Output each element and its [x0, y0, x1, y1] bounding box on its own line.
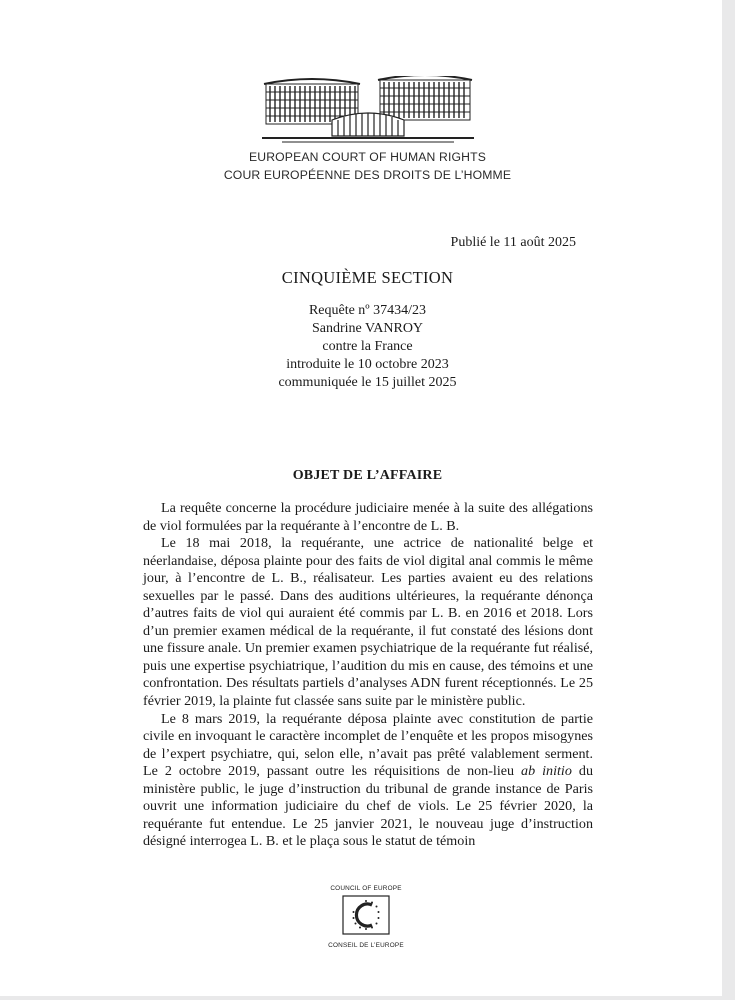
respondent-state: contre la France: [322, 339, 413, 354]
application-number: Requête nº 37434/23: [308, 303, 427, 318]
applicant-name: Sandrine VANROY: [311, 321, 424, 336]
paragraph-3-italic: ab initio: [521, 763, 572, 780]
paragraph-2: Le 18 mai 2018, la requérante, une actrice de nationalité belge et néerlandaise, déposa plainte pour des faits de viol digital anal commis le même jour, à l’encontre de L. B., réalisateur. Les parties avaient eu des relations sexuelles par le passé. Dans des auditions ultérieures, la requérante dénonça d’autres faits de viol qui auraient été commis par L. B. en 2016 et 2018. Lors d’un premier examen médical de la requérante, il fut constaté des lésions dont une fissure anale. Un premier examen psychiatrique de la requérante fut réalisé, puis une expertise psychiatrique, l’audition du mis en cause, des témoins et une confrontation. Des résultats partiels d’analyses ADN furent réceptionnés. Le 25 février 2019, la plainte fut classée sans suite par le ministère public.: [143, 535, 593, 710]
paragraph-3: [143, 711, 593, 851]
section-title: CINQUIÈME SECTION: [281, 268, 454, 287]
communicated-date: communiquée le 15 juillet 2025: [278, 375, 457, 390]
coe-label-french: CONSEIL DE L’EUROPE: [328, 942, 404, 949]
paragraph-3-part-a: Le 8 mars 2019, la requérante déposa plainte avec constitution de partie civile en invoquant le caractère incomplet de l’enquête et les propos misogynes de l’expert psychiatre, qui, selon elle, n’avait pas prêté valablement serment. Le 2 octobre 2019, passant outre les réquisitions de non-lieu: [143, 710, 593, 780]
paragraph-3-part-b: du ministère public, le juge d’instruction du tribunal de grande instance de Paris ouvrit une information judiciaire du chef de viols. Le 25 février 2020, la requérante fut entendue. Le 25 janvier 2021, le nouveau juge d’instruction désigné interrogea L. B. et le plaça sous le statut de témoin: [143, 763, 594, 850]
body-text: [143, 500, 593, 851]
council-of-europe-logo: [316, 885, 416, 955]
publication-date: Publié le 11 août 2025: [450, 235, 576, 250]
council-of-europe-logo-icon: [342, 895, 390, 935]
subject-heading: OBJET DE L’AFFAIRE: [292, 468, 443, 483]
court-name-french: COUR EUROPÉENNE DES DROITS DE L’HOMME: [223, 168, 512, 182]
coe-label-english: COUNCIL OF EUROPE: [330, 885, 402, 892]
case-info-block: [0, 302, 722, 392]
court-building-emblem-icon: [262, 76, 474, 146]
lodged-date: introduite le 10 octobre 2023: [286, 357, 449, 372]
court-name-english: EUROPEAN COURT OF HUMAN RIGHTS: [249, 150, 486, 164]
paragraph-1: La requête concerne la procédure judiciaire menée à la suite des allégations de viol formulées par la requérante à l’encontre de L. B.: [143, 500, 593, 534]
